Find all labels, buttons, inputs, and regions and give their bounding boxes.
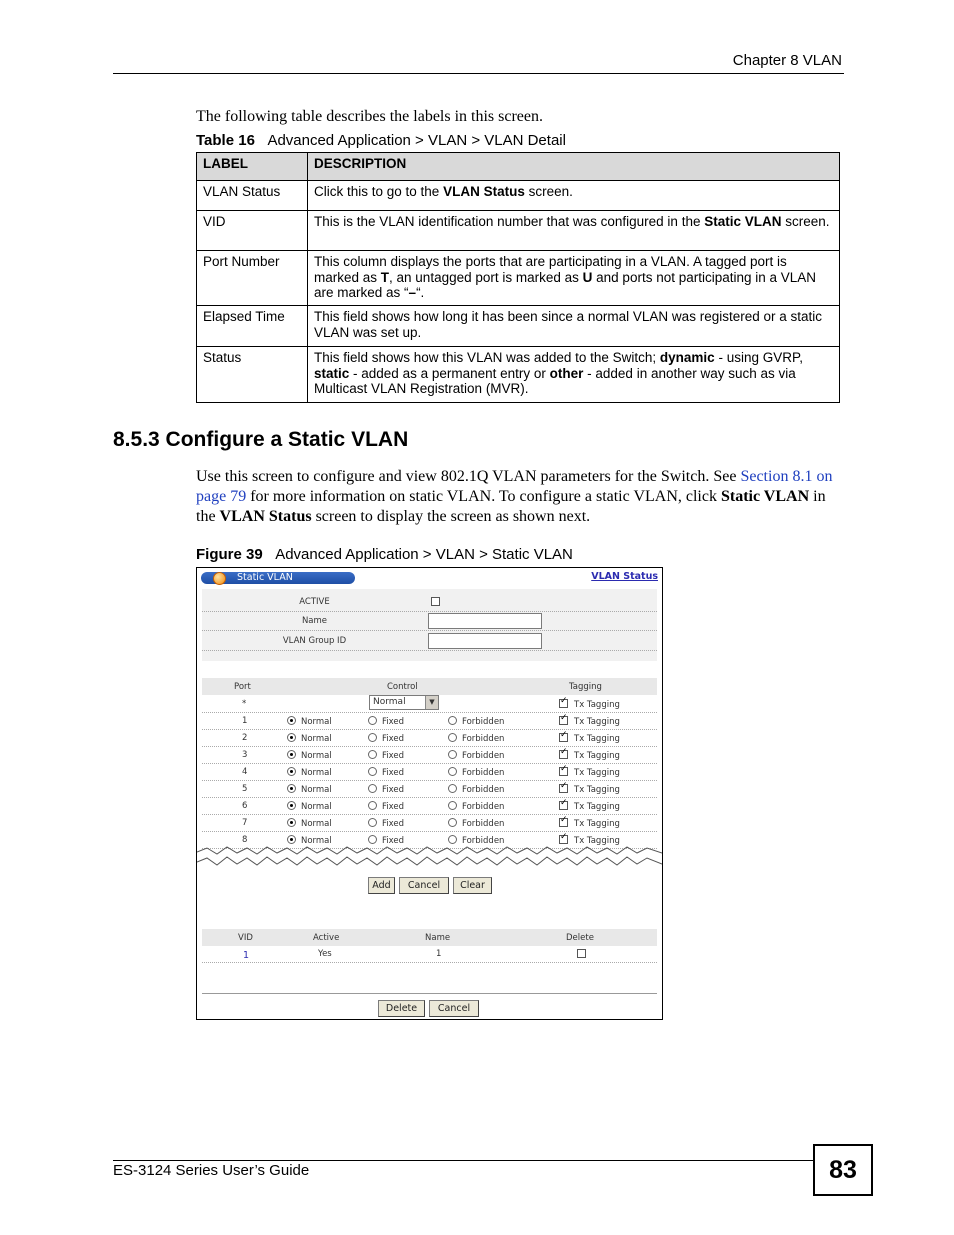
vlan-group-id-label: VLAN Group ID [282,636,347,646]
tx-tagging-label: Tx Tagging [574,717,620,727]
forbidden-label: Forbidden [462,734,505,744]
table-header-row [197,153,840,181]
section-title: 8.5.3 Configure a Static VLAN [113,428,409,451]
tx-tagging-checkbox[interactable] [559,716,568,725]
name-input[interactable] [428,613,542,629]
forbidden-radio[interactable] [448,818,457,827]
active-header: Active [313,933,340,943]
delete-checkbox[interactable] [577,949,586,958]
normal-radio[interactable] [287,818,296,827]
torn-edge-divider [197,844,662,874]
footer-rule [113,1160,813,1161]
vid-header: VID [238,933,253,943]
header-label: LABEL [197,153,308,181]
vid-link[interactable]: 1 [243,950,250,961]
port-number: 3 [242,750,248,760]
divider [202,780,657,781]
tx-tagging-checkbox[interactable] [559,784,568,793]
vlan-group-id-input[interactable] [428,633,542,649]
fixed-radio[interactable] [368,818,377,827]
table-row [197,181,840,211]
cancel-button-bottom[interactable]: Cancel [429,1000,479,1017]
name-header: Name [425,933,451,943]
delete-button[interactable]: Delete [378,1000,425,1017]
dropdown-arrow-icon[interactable]: ▼ [425,696,438,709]
divider [202,962,657,963]
normal-radio[interactable] [287,750,296,759]
tx-tagging-checkbox[interactable] [559,835,568,844]
forbidden-label: Forbidden [462,717,505,727]
tx-tagging-label: Tx Tagging [574,819,620,829]
fixed-label: Fixed [382,768,405,778]
footer-guide-title: ES-3124 Series User’s Guide [113,1162,310,1179]
forbidden-label: Forbidden [462,819,505,829]
control-all-value: Normal [373,697,406,707]
divider [202,650,657,651]
tx-tagging-label: Tx Tagging [574,836,620,846]
table-caption-label: Table 16 [196,132,255,149]
forbidden-radio[interactable] [448,750,457,759]
cancel-button[interactable]: Cancel [399,877,449,894]
screen-title-bar [201,572,355,584]
forbidden-radio[interactable] [448,801,457,810]
section-paragraph: Use this screen to configure and view 802.1Q VLAN parameters for the Switch. See Section 8.1 on page 79 for more information on static VLAN. To configure a static VLAN, click Static VLAN in the VLAN Status screen to display the screen as shown next. [196,468,833,525]
normal-radio[interactable] [287,767,296,776]
active-value: Yes [318,949,332,959]
normal-radio[interactable] [287,784,296,793]
forbidden-label: Forbidden [462,836,505,846]
row-description: This field shows how long it has been since a normal VLAN was registered or a static VLAN was set up. [308,306,840,347]
forbidden-label: Forbidden [462,768,505,778]
port-number: 2 [242,733,248,743]
fixed-label: Fixed [382,836,405,846]
row-description: This is the VLAN identification number that was configured in the Static VLAN screen. [308,211,840,251]
tx-tagging-label: Tx Tagging [574,734,620,744]
active-label: ACTIVE [299,597,330,607]
port-number: 8 [242,835,248,845]
row-label: Port Number [197,251,308,306]
static-vlan-screen [196,567,663,1020]
tx-tagging-checkbox[interactable] [559,767,568,776]
fixed-label: Fixed [382,802,405,812]
tx-tagging-checkbox[interactable] [559,733,568,742]
port-number: 5 [242,784,248,794]
port-number: 6 [242,801,248,811]
fixed-label: Fixed [382,819,405,829]
fixed-radio[interactable] [368,801,377,810]
fixed-label: Fixed [382,751,405,761]
forbidden-radio[interactable] [448,784,457,793]
tagging-header: Tagging [569,682,602,692]
bottom-rule [202,993,657,994]
row-description: This column displays the ports that are participating in a VLAN. A tagged port is marked as T, an untagged port is marked as U and ports not participating in a VLAN are marked as “–“. [308,251,840,306]
normal-label: Normal [301,802,332,812]
header-rule [113,73,844,74]
normal-radio[interactable] [287,835,296,844]
intro-text: The following table describes the labels in this screen. [196,108,544,125]
forbidden-radio[interactable] [448,733,457,742]
forbidden-radio[interactable] [448,767,457,776]
normal-label: Normal [301,734,332,744]
port-number: 7 [242,818,248,828]
normal-radio[interactable] [287,801,296,810]
tx-tagging-label: Tx Tagging [574,768,620,778]
figure-caption-text: Advanced Application > VLAN > Static VLAN [275,546,573,563]
clear-button[interactable]: Clear [453,877,492,894]
divider [202,831,657,832]
vlan-status-link[interactable]: VLAN Status [591,571,658,582]
port-header: Port [234,682,251,692]
active-checkbox[interactable] [431,597,440,606]
fixed-label: Fixed [382,734,405,744]
fixed-label: Fixed [382,785,405,795]
page-number: 83 [813,1144,873,1196]
divider [202,611,657,612]
tx-tagging-all-label: Tx Tagging [574,700,620,710]
port-number: 4 [242,767,248,777]
normal-label: Normal [301,717,332,727]
port-number: 1 [242,716,248,726]
tx-tagging-label: Tx Tagging [574,751,620,761]
row-description: This field shows how this VLAN was added to the Switch; dynamic - using GVRP, static - added as a permanent entry or other - added in another way such as via Multicast VLAN Registration (MVR). [308,347,840,403]
tx-tagging-checkbox[interactable] [559,801,568,810]
fixed-radio[interactable] [368,767,377,776]
delete-header: Delete [566,933,594,943]
forbidden-radio[interactable] [448,835,457,844]
tx-tagging-label: Tx Tagging [574,802,620,812]
table-row [197,251,840,306]
forbidden-label: Forbidden [462,802,505,812]
figure-caption [196,546,573,563]
name-value: 1 [436,949,442,959]
row-label: VID [197,211,308,251]
divider [202,630,657,631]
divider [202,729,657,730]
divider [202,763,657,764]
row-label: VLAN Status [197,181,308,211]
fixed-radio[interactable] [368,835,377,844]
normal-label: Normal [301,768,332,778]
row-label: Status [197,347,308,403]
divider [202,814,657,815]
divider [202,797,657,798]
normal-label: Normal [301,819,332,829]
normal-radio[interactable] [287,733,296,742]
control-all-select[interactable] [369,695,439,710]
tx-tagging-checkbox[interactable] [559,818,568,827]
fixed-label: Fixed [382,717,405,727]
fixed-radio[interactable] [368,784,377,793]
fixed-radio[interactable] [368,733,377,742]
all-ports-marker: * [242,699,247,709]
fixed-radio[interactable] [368,716,377,725]
control-header: Control [387,682,418,692]
name-label: Name [301,616,328,626]
table-row [197,347,840,403]
divider [202,746,657,747]
tx-tagging-checkbox[interactable] [559,750,568,759]
normal-label: Normal [301,751,332,761]
row-description: Click this to go to the VLAN Status screen. [308,181,840,211]
fixed-radio[interactable] [368,750,377,759]
table-caption-text: Advanced Application > VLAN > VLAN Detail [267,132,566,149]
forbidden-label: Forbidden [462,751,505,761]
row-label: Elapsed Time [197,306,308,347]
section-link[interactable]: Section 8.1 on page 79 [196,468,833,505]
normal-label: Normal [301,836,332,846]
tx-tagging-label: Tx Tagging [574,785,620,795]
normal-radio[interactable] [287,716,296,725]
label-description-table [196,152,840,403]
header-description: DESCRIPTION [308,153,840,181]
normal-label: Normal [301,785,332,795]
chapter-header: Chapter 8 VLAN [732,52,842,69]
figure-caption-label: Figure 39 [196,546,263,563]
forbidden-radio[interactable] [448,716,457,725]
table-row [197,211,840,251]
add-button[interactable]: Add [368,877,395,894]
table-row [197,306,840,347]
screen-title: Static VLAN [237,572,293,583]
tx-tagging-all-checkbox[interactable] [559,699,568,708]
divider [202,712,657,713]
title-bullet-icon [213,572,226,585]
table-caption [196,132,566,149]
forbidden-label: Forbidden [462,785,505,795]
